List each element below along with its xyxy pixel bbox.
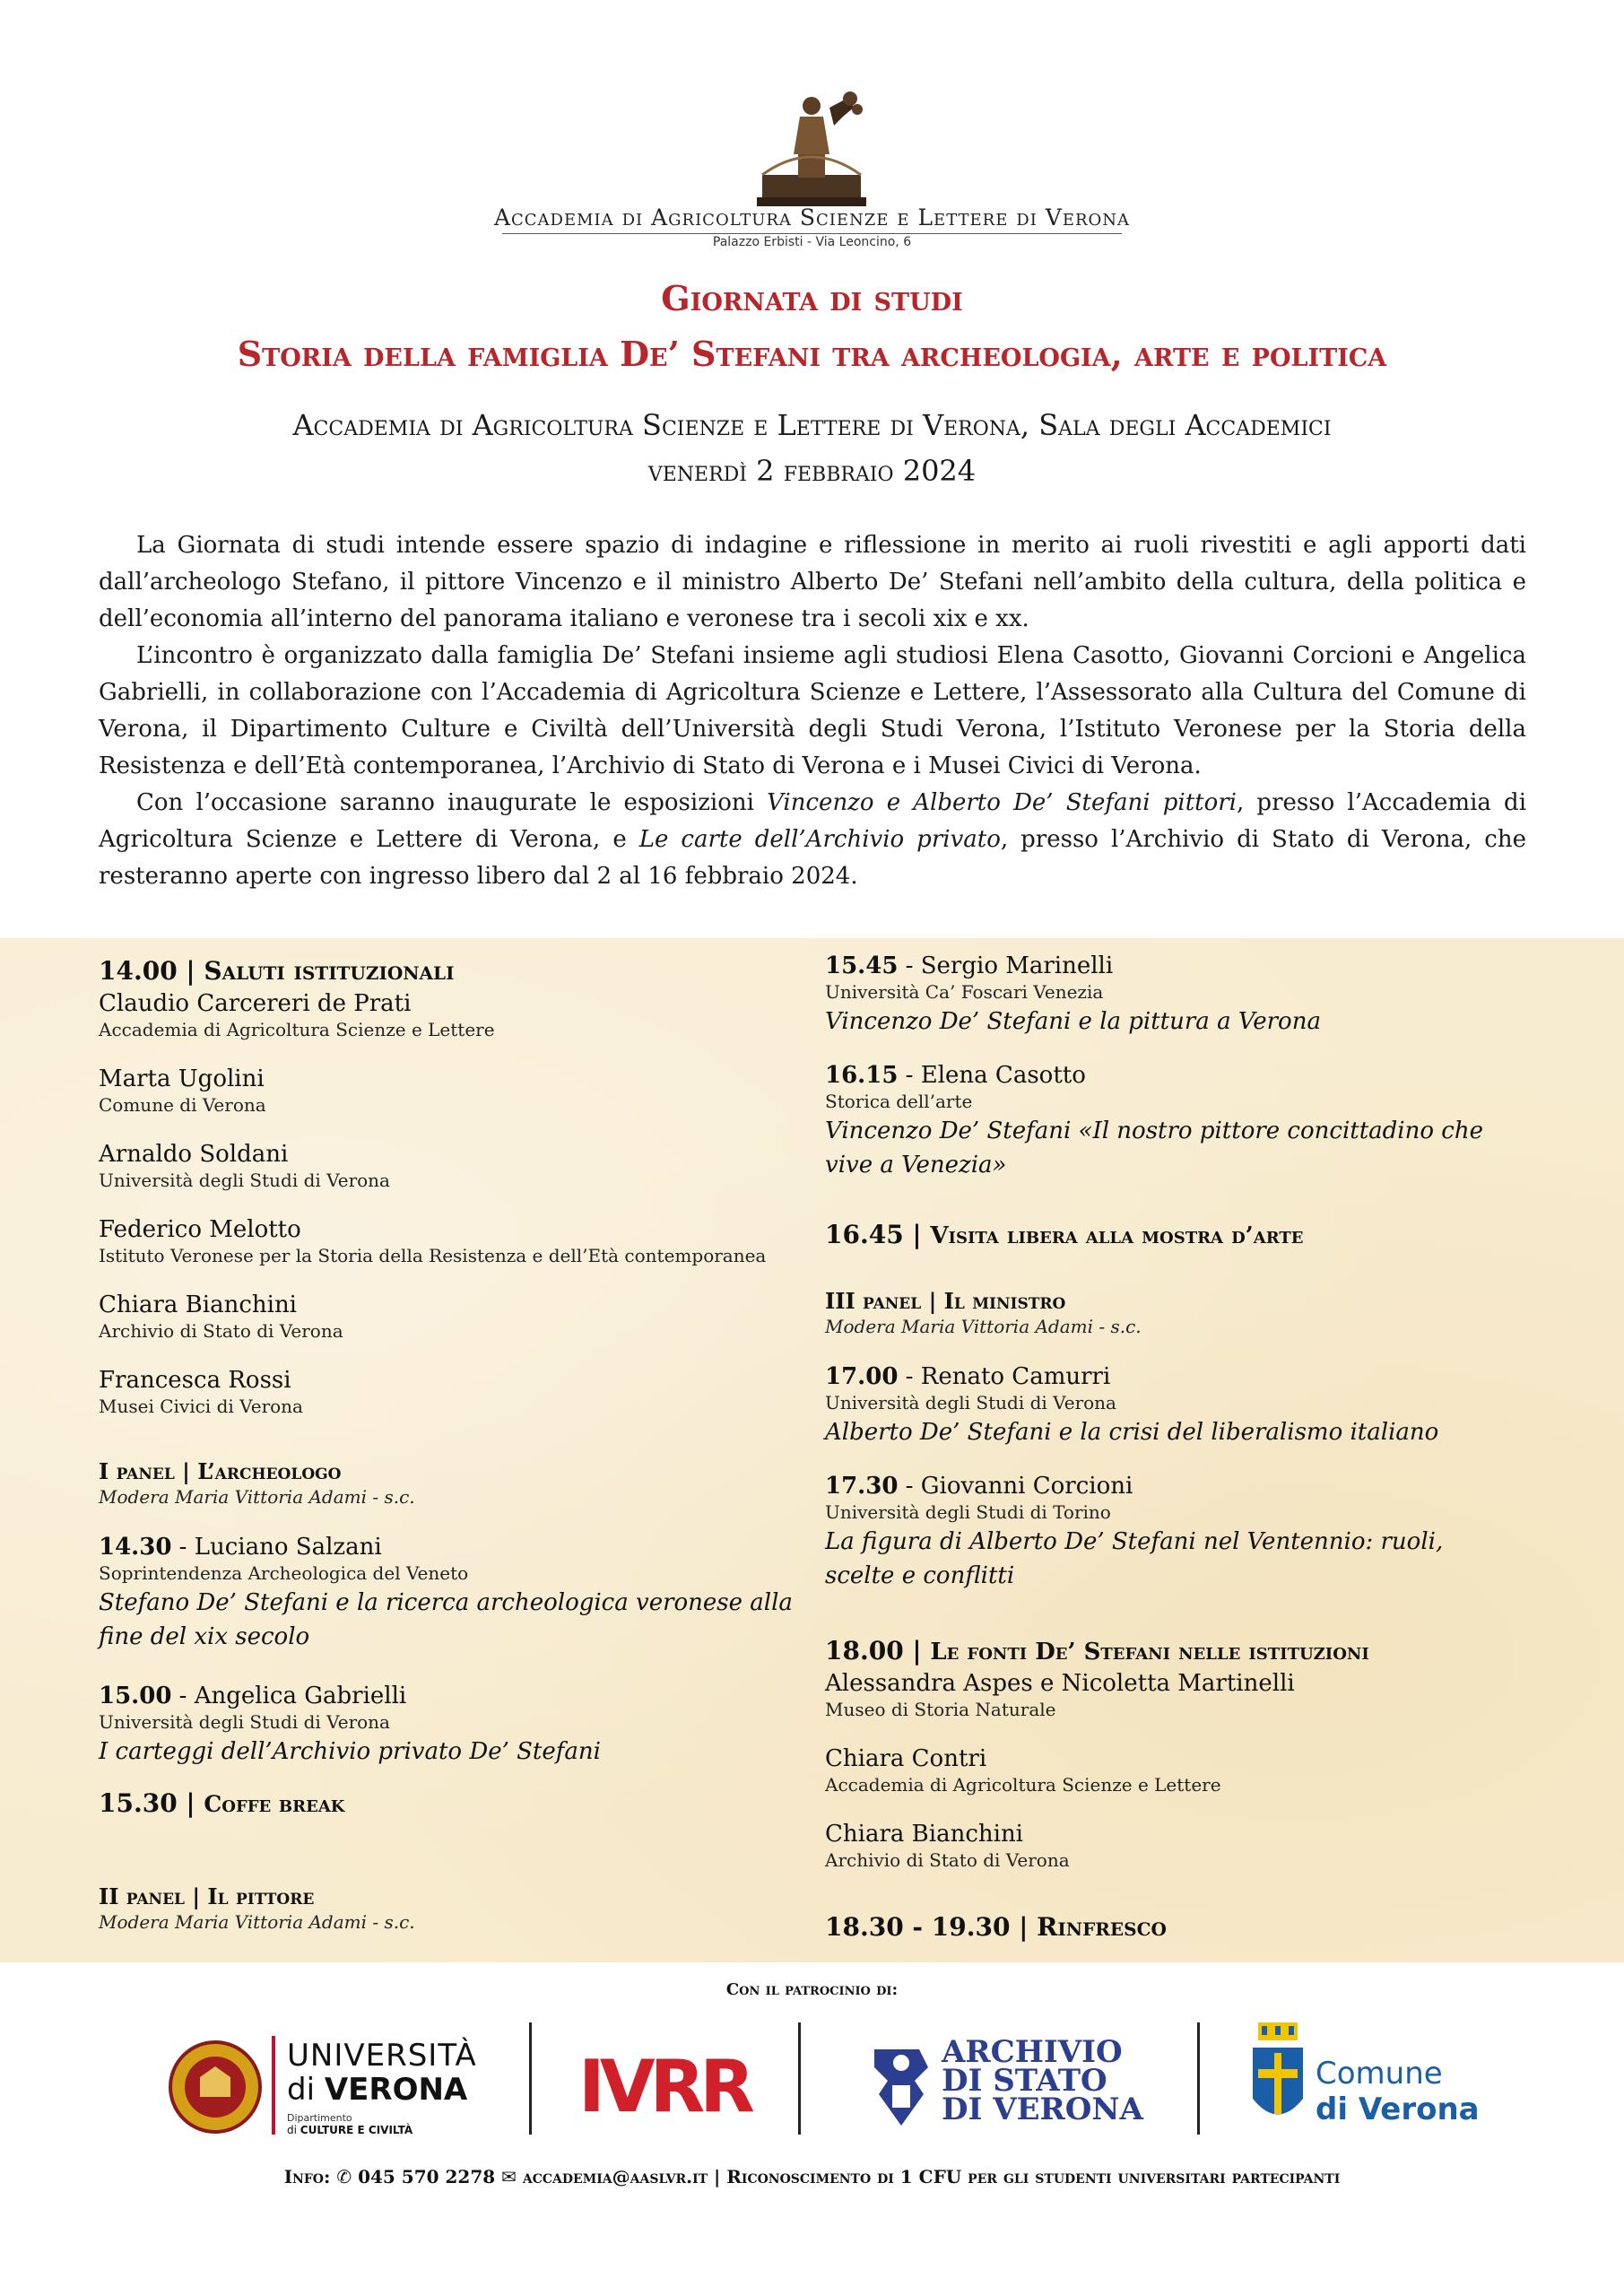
speaker-affiliation: Soprintendenza Archeologica del Veneto <box>99 1562 469 1584</box>
talk-title: Stefano De’ Stefani e la ricerca archeologica veronese alla fine del xix secolo <box>99 1589 793 1650</box>
speaker-name: Francesca Rossi <box>99 1367 291 1394</box>
event-venue: Accademia di Agricoltura Scienze e Lettere di Verona, Sala degli Accademici <box>292 408 1332 442</box>
univr-divider <box>272 2036 275 2135</box>
talk-1430 <box>99 1534 798 1654</box>
speaker-affiliation: Università degli Studi di Verona <box>99 1170 390 1191</box>
archivio-line-3: DI VERONA <box>942 2092 1143 2127</box>
org-divider <box>502 233 1122 234</box>
cfu-note: Riconoscimento di 1 CFU per gli studenti universitari partecipanti <box>726 2166 1341 2187</box>
intro-text <box>99 527 1526 895</box>
panel-moderator: Modera Maria Vittoria Adami - s.c. <box>99 1911 415 1933</box>
talk-1615 <box>825 1062 1542 1182</box>
info-label: Info: <box>283 2166 331 2187</box>
intro-paragraph-1: La Giornata di studi intende essere spazio di indagine e riflessione in merito ai ruoli rivestiti e agli apporti dati dall’archeologo Stefano, il pittore Vincenzo e il ministro Alberto De’ Stefani nell’ambito della cultura, della politica e dell’economia all’interno del panorama italiano e veronese tra i secoli xix e xx. <box>99 532 1526 632</box>
speaker-name: Marta Ugolini <box>99 1065 265 1092</box>
sponsors-heading: Con il patrocinio di: <box>725 1980 899 1999</box>
speaker-item <box>99 1141 798 1191</box>
session-coffee-break: 15.30 | Coffe break <box>99 1788 345 1818</box>
talk-time: 17.30 <box>825 1473 899 1500</box>
event-main-title: Storia della famiglia De’ Stefani tra archeologia, arte e politica <box>237 334 1387 374</box>
talk-1545 <box>825 952 1542 1039</box>
talk-time: 17.00 <box>825 1363 899 1390</box>
speaker-affiliation: Storica dell’arte <box>825 1091 973 1112</box>
speaker-name: - Elena Casotto <box>898 1062 1086 1089</box>
speaker-item <box>825 1821 1542 1871</box>
panel-moderator: Modera Maria Vittoria Adami - s.c. <box>99 1486 415 1508</box>
speaker-item <box>99 1065 798 1116</box>
speaker-affiliation: Archivio di Stato di Verona <box>825 1849 1070 1871</box>
speaker-affiliation: Musei Civici di Verona <box>99 1396 303 1417</box>
speaker-item <box>825 1670 1542 1720</box>
sponsor-separator <box>798 2022 801 2135</box>
panel-title: I panel | L’archeologo <box>99 1458 342 1484</box>
ivrr-logo <box>578 2018 758 2135</box>
univr-seal-icon <box>166 2038 265 2136</box>
speaker-name: Alessandra Aspes e Nicoletta Martinelli <box>825 1670 1295 1697</box>
speaker-name: Chiara Bianchini <box>825 1821 1023 1848</box>
talk-time: 16.15 <box>825 1062 899 1089</box>
univr-dept-label: Dipartimento <box>287 2112 352 2124</box>
event-type-title: Giornata di studi <box>661 278 963 318</box>
talk-title: La figura di Alberto De’ Stefani nel Ventennio: ruoli, scelte e conflitti <box>825 1528 1444 1589</box>
speaker-affiliation: Università degli Studi di Verona <box>99 1711 390 1733</box>
archivio-line-2: DI STATO <box>942 2063 1107 2099</box>
phone-icon: ✆ <box>336 2166 352 2187</box>
session-saluti: 14.00 | Saluti istituzionali <box>99 956 455 986</box>
archivio-line-1: ARCHIVIO <box>942 2034 1123 2070</box>
archivio-logo <box>865 2018 1143 2135</box>
talk-title: I carteggi dell’Archivio privato De’ Stefani <box>99 1738 601 1765</box>
ivrr-wordmark: IVRR <box>578 2045 750 2128</box>
panel-2 <box>99 1883 798 1933</box>
speaker-affiliation: Istituto Veronese per la Storia della Resistenza e dell’Età contemporanea <box>99 1245 767 1266</box>
sponsor-separator <box>529 2022 532 2135</box>
session-fonti: 18.00 | Le fonti De’ Stefani nelle istituzioni <box>825 1636 1369 1665</box>
speaker-item <box>99 1367 798 1417</box>
speaker-name: - Luciano Salzani <box>171 1534 382 1561</box>
talk-time: 14.30 <box>99 1534 172 1561</box>
phone-number[interactable]: 045 570 2278 <box>358 2166 496 2187</box>
intro-paragraph-2: L’incontro è organizzato dalla famiglia De’ Stefani insieme agli studiosi Elena Casotto, Giovanni Corcioni e Angelica Gabrielli, in collaborazione con l’Accademia di Agricoltura Scienze e Lettere, l’Assessorato alla Cultura del Comune di Verona, il Dipartimento Culture e Civiltà dell’Università degli Studi Verona, l’Istituto Veronese per la Storia della Resistenza e dell’Età contemporanea, l’Archivio di Stato di Verona e i Musei Civici di Verona. <box>99 642 1526 779</box>
panel-title: II panel | Il pittore <box>99 1883 315 1909</box>
talk-time: 15.45 <box>825 952 899 979</box>
speaker-item <box>825 1745 1542 1796</box>
speaker-name: - Giovanni Corcioni <box>898 1473 1133 1500</box>
speaker-name: Chiara Bianchini <box>99 1292 297 1318</box>
org-name: Accademia di Agricoltura Scienze e Lettere di Verona <box>493 204 1131 230</box>
email-address[interactable]: accademia@aaslvr.it <box>522 2166 708 2187</box>
speaker-name: - Angelica Gabrielli <box>171 1683 407 1709</box>
speaker-item <box>99 1292 798 1342</box>
session-rinfresco: 18.30 - 19.30 | Rinfresco <box>825 1912 1167 1942</box>
speaker-name: Federico Melotto <box>99 1216 301 1243</box>
page-header <box>0 0 1624 260</box>
talk-1700 <box>825 1363 1542 1449</box>
comune-line-2: di Verona <box>1316 2092 1480 2127</box>
comune-crest-icon <box>1251 2022 1305 2130</box>
comune-line-1: Comune <box>1316 2056 1443 2092</box>
talk-1500 <box>99 1683 798 1769</box>
panel-1 <box>99 1458 798 1508</box>
speaker-affiliation: Accademia di Agricoltura Scienze e Lettere <box>99 1019 495 1040</box>
speaker-name: - Renato Camurri <box>898 1363 1111 1390</box>
speaker-affiliation: Accademia di Agricoltura Scienze e Lettere <box>825 1774 1221 1796</box>
sponsor-separator <box>1197 2022 1200 2135</box>
speaker-name: Claudio Carcereri de Prati <box>99 990 412 1017</box>
comune-logo <box>1251 2018 1484 2135</box>
archivio-emblem-icon <box>865 2040 937 2130</box>
panel-3 <box>825 1288 1542 1337</box>
speaker-affiliation: Università Ca’ Foscari Venezia <box>825 981 1104 1003</box>
talk-title: Vincenzo De’ Stefani «Il nostro pittore concittadino che vive a Venezia» <box>825 1118 1483 1178</box>
program-section <box>0 938 1624 1962</box>
panel-moderator: Modera Maria Vittoria Adami - s.c. <box>825 1316 1142 1337</box>
talk-time: 15.00 <box>99 1683 172 1709</box>
talk-title: Vincenzo De’ Stefani e la pittura a Verona <box>825 1008 1321 1035</box>
speaker-item <box>99 990 798 1040</box>
speaker-affiliation: Museo di Storia Naturale <box>825 1699 1056 1720</box>
exhibition-title-2: Le carte dell’Archivio privato <box>638 826 1001 853</box>
univr-dept-name: CULTURE E CIVILTÀ <box>300 2124 413 2136</box>
speaker-item <box>99 1216 798 1266</box>
univr-city: VERONA <box>324 2072 468 2108</box>
session-visit: 16.45 | Visita libera alla mostra d’arte <box>825 1220 1304 1249</box>
univr-name: UNIVERSITÀ <box>287 2038 477 2074</box>
speaker-affiliation: Università degli Studi di Torino <box>825 1501 1111 1523</box>
email-icon: ✉ <box>501 2166 517 2187</box>
footer-info <box>0 2166 1624 2187</box>
speaker-name: Arnaldo Soldani <box>99 1141 289 1168</box>
speaker-name: - Sergio Marinelli <box>898 952 1114 979</box>
talk-1730 <box>825 1473 1542 1593</box>
intro-paragraph-3: Con l’occasione saranno inaugurate le esposizioni Vincenzo e Alberto De’ Stefani pittori, presso l’Accademia di Agricoltura Scienze e Lettere di Verona, e Le carte dell’Archivio privato, presso l’Archivio di Stato di Verona, che resteranno aperte con ingresso libero dal 2 al 16 febbraio 2024. <box>99 789 1527 890</box>
org-address: Palazzo Erbisti - Via Leoncino, 6 <box>712 235 912 249</box>
event-date: venerdì 2 febbraio 2024 <box>647 454 977 488</box>
speaker-affiliation: Università degli Studi di Verona <box>825 1392 1116 1413</box>
exhibition-title-1: Vincenzo e Alberto De’ Stefani pittori <box>767 789 1237 816</box>
speaker-name: Chiara Contri <box>825 1745 987 1772</box>
talk-title: Alberto De’ Stefani e la crisi del liberalismo italiano <box>825 1419 1439 1446</box>
panel-title: III panel | Il ministro <box>825 1288 1066 1314</box>
speaker-affiliation: Comune di Verona <box>99 1094 266 1116</box>
speaker-affiliation: Archivio di Stato di Verona <box>99 1320 343 1342</box>
footer-separator: | <box>714 2166 721 2187</box>
univr-logo: UNIVERSITÀ di VERONA Dipartimento di CULTURE E CIVILTÀ <box>166 2018 471 2135</box>
academy-emblem-icon <box>744 90 879 208</box>
